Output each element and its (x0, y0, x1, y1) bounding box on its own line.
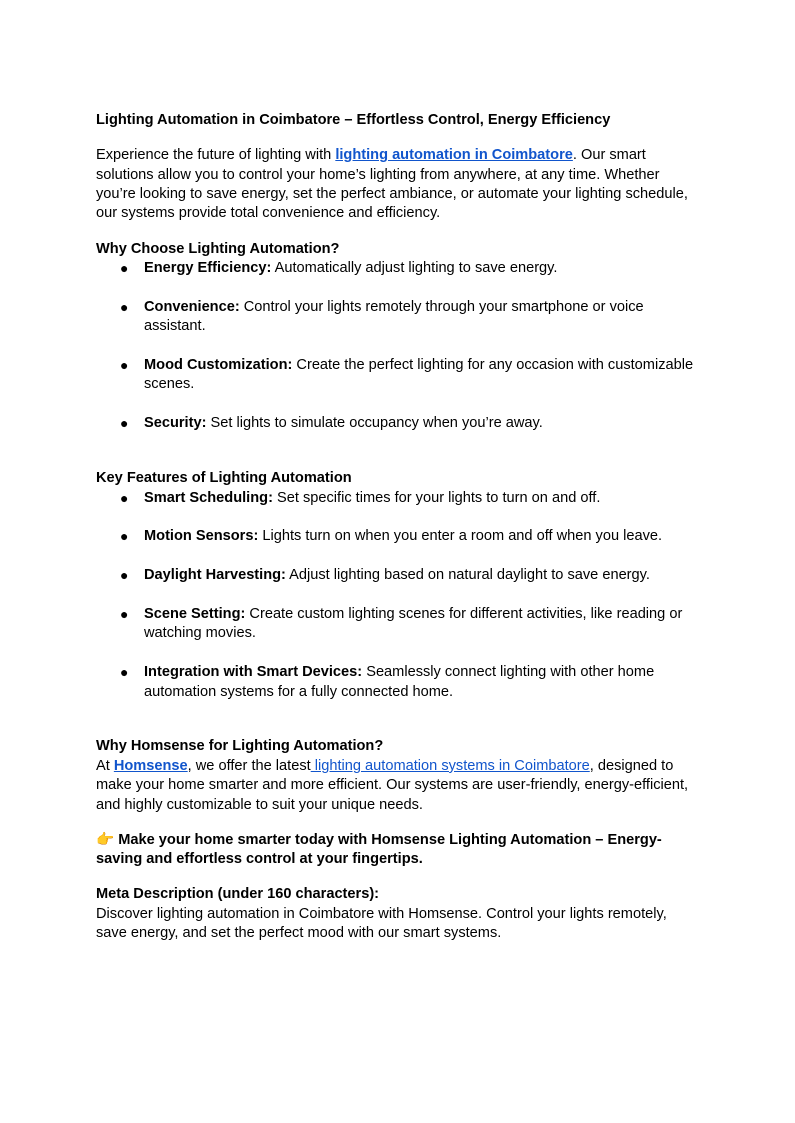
bullet-icon: ● (120, 567, 129, 584)
item-label: Scene Setting: (144, 605, 246, 622)
cta-text: Make your home smarter today with Homsense Lighting Automation – Energy-saving and effortless control at your fingertips. (96, 831, 662, 868)
meta-description-heading: Meta Description (under 160 characters): (96, 886, 380, 903)
bullet-icon: ● (120, 298, 129, 315)
features-heading: Key Features of Lighting Automation (96, 470, 352, 487)
list-item (96, 489, 700, 508)
item-text: Create the perfect lighting for any occasion with customizable scenes. (144, 357, 694, 393)
list-item (96, 566, 700, 585)
intro-paragraph (96, 146, 700, 224)
item-label: Smart Scheduling: (144, 489, 273, 506)
item-text: Lights turn on when you enter a room and off when you leave. (258, 528, 663, 545)
page-title: Lighting Automation in Coimbatore – Effortless Control, Energy Efficiency (96, 112, 611, 128)
bullet-icon: ● (120, 415, 129, 432)
list-item (96, 663, 700, 702)
bullet-icon: ● (120, 528, 129, 545)
features-list (96, 489, 700, 702)
item-text: Create custom lighting scenes for different activities, like reading or watching movies. (144, 605, 683, 642)
list-item (96, 605, 700, 644)
item-text: Control your lights remotely through your smartphone or voice assistant. (144, 298, 644, 335)
item-text: Set specific times for your lights to turn on and off. (272, 489, 601, 506)
meta-description-text: Discover lighting automation in Coimbatore with Homsense. Control your lights remotely, save energy, and set the perfect mood with our smart systems. (96, 905, 667, 942)
homsense-after-text: , designed to make your home smarter and more efficient. Our systems are user-friendly, energy-efficient, and highly customizable to suit your unique needs. (96, 757, 689, 813)
bullet-icon: ● (120, 664, 129, 681)
bullet-icon: ● (120, 489, 129, 506)
item-label: Convenience: (144, 298, 240, 315)
homsense-mid-text: , we offer the latest (187, 757, 311, 774)
why-homsense-paragraph (96, 757, 700, 815)
why-homsense-heading: Why Homsense for Lighting Automation? (96, 738, 384, 755)
item-label: Daylight Harvesting: (144, 567, 286, 584)
list-item (96, 259, 700, 278)
item-text: Seamlessly connect lighting with other home automation systems for a fully connected home. (144, 664, 655, 700)
item-label: Motion Sensors: (144, 528, 259, 545)
list-item (96, 356, 700, 395)
why-choose-list (96, 259, 700, 434)
homsense-lead-text: At (96, 757, 114, 774)
item-text: Set lights to simulate occupancy when you’re away. (206, 415, 543, 432)
bullet-icon: ● (120, 605, 129, 622)
item-text: Adjust lighting based on natural daylight to save energy. (285, 567, 650, 584)
pointing-hand-icon: 👉 (96, 831, 115, 848)
item-label: Integration with Smart Devices: (144, 664, 363, 681)
document-page (96, 111, 700, 944)
lighting-systems-link[interactable]: lighting automation systems in Coimbatore (310, 757, 590, 774)
bullet-icon: ● (120, 357, 129, 374)
why-choose-heading: Why Choose Lighting Automation? (96, 240, 340, 257)
item-text: Automatically adjust lighting to save energy. (271, 260, 558, 277)
lighting-automation-link[interactable]: lighting automation in Coimbatore (335, 147, 573, 164)
intro-text-after: . Our smart solutions allow you to control your home’s lighting from anywhere, at any time. Whether you’re looking to save energy, set the perfect ambiance, or automate your lighting schedule, our systems provide total convenience and efficiency. (96, 147, 688, 222)
item-label: Security: (144, 415, 207, 432)
bullet-icon: ● (120, 260, 129, 277)
item-label: Energy Efficiency: (144, 260, 272, 277)
list-item (96, 527, 700, 546)
homsense-link[interactable]: Homsense (113, 757, 188, 774)
call-to-action (96, 831, 700, 870)
item-label: Mood Customization: (144, 357, 293, 374)
list-item (96, 298, 700, 337)
intro-text-before: Experience the future of lighting with (96, 147, 336, 164)
list-item (96, 414, 700, 433)
